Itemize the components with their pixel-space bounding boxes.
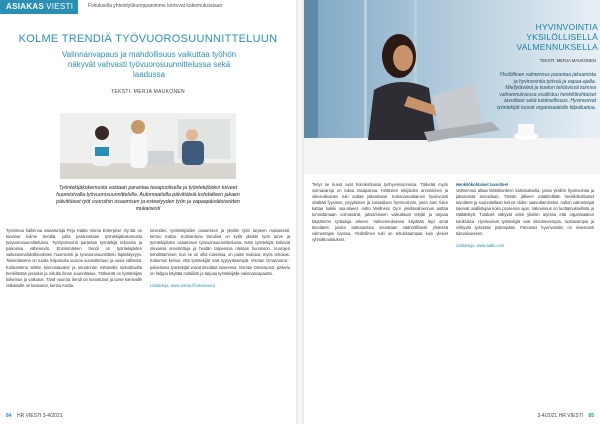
more-info-link[interactable]: Lisätietoja: www.aalto.com: [456, 242, 505, 248]
magazine-name: 3-4/2021 HR VIESTI: [537, 413, 584, 419]
body-text: Työnimoa hallinnoa asiantuntija Pirjo Kattia Visma Enterprise Oy:stä on kuvanut kolme trendiä, joilla parannetaan työntekijäkokemusta työvuorosuunnittelussa. Työhyvinvointi parantaa työntekijä tekoosta ja paikoissa vähenevät. Ensimmäinen trendi on työntekijöiden vaikutusmahdollisuuksien huomiointi ja työvuorosuunnittelu läpinäkyvyys. Toisenlaisena on tuoda helpotusta vuoroa suunnitteluun ja uusia välineitä. Kolmantena tehtiin kiinnostavaksi ja seurannan mittareilla tarkoittavilta henkilöstöä jossakin ja reilulta ilman suunnittelua. Tärkeintä on työntekijän kokemus ja vaikutus. Tänä vuonna trendi on korostunut ja tarve toimivalle ratkaisulle on kasvanut, kertoo Kattia.: [6, 228, 142, 288]
page-footer: [537, 413, 594, 419]
more-info-link[interactable]: Lisätietoja: www.visma.fi/omavuorot: [150, 282, 215, 288]
subheading: Henkilökohtaiset tavoitteet: [456, 182, 509, 187]
body-column-1: [6, 228, 142, 289]
body-text: toiveiden, työntekijöiden osaamisen ja yksilön työn tarpeen mukaisesti, kertoo Kattia. Kolmantena trendinä on kyllä yksilön työn tarve ja työntekijöiden osaamisen työvuorosuunnittelussa. Näin työntekijät kokevat olevansa arvostettuja ja heidän tarpeensa otetaan huomioon. Vuorojen kohdistaminen, kun se on ollut toiveissa, on paitsi mukava, myös tehokas. Kokemus kertoo, että työntekijät ovat tyytyväisempiä. Visman OmaVuorot -palvelussa työntekijät voivat ilmoittaa toiveensa. Visman OmaVuorot -palvelu on helppo käyttää mobiilisti ja tarjoaa työntekijälle valinnanvapautta.: [150, 228, 290, 276]
right-page: [304, 0, 600, 424]
office-meeting-photo: [60, 113, 236, 179]
article-byline: TEKSTI: MERJA MAUKONEN: [539, 58, 596, 63]
brand-bold: ASIAKAS: [6, 2, 45, 11]
article-byline: TEKSTI: MERJA MAUKONEN: [111, 89, 185, 95]
magazine-name: HR VIESTI 3-4/2021: [16, 413, 63, 419]
article-title: HYVINVOINTIA YKSILÖLLISELLÄ VALMENNUKSELLA: [516, 22, 598, 52]
section-tagline: Fokuksella yhteistyökumppanimme kertovat kokemuksistaan: [88, 3, 223, 9]
body-text: Valmennus alkaa lähtötilanteen kartoituksella, jossa yksilön hyvinvointia ja jaksamista arvioidaan. Tämän jälkeen määritellään henkilökohtaiset tavoitteet ja suunnitellaan keinot niiden saavuttamiseksi. Aallon valmentajat tukevat osallistujaa koko prosessin ajan. Valmennus on luottamuksellista ja räätälöityä. Tulokset näkyvät sekä yksilön arjessa että organisaation tuloksissa. Hyvinvoivat työntekijät ovat sitoutuneempia, tuottavampia ja viihtyvät työssään pidempään. Panostus hyvinvointiin on investointi tulevaisuuteen.: [456, 188, 594, 236]
body-column-2: [150, 228, 290, 289]
photo-caption: Työntekijäkokemusta voidaan parantaa tasapuolisella ja työntekijöiden toiveet huomioivalla työvuorosuunnittelulla. Automaatiolla päivittäisiä kohdalleen jakaen päivittäiset työt vuoroihin osaamisen ja esteetyyden työn ja vapaapäivätoiveiden mukaisesti: [56, 185, 240, 212]
page-number: 85: [588, 413, 594, 419]
body-column-2: [456, 182, 594, 249]
page-footer: [6, 413, 63, 419]
page-number: 84: [6, 413, 12, 419]
page-header: [0, 0, 296, 14]
brand-thin: VIESTI: [46, 2, 74, 11]
article-lead: Yksilöllinen valmennus parantaa jaksamista ja hyvinvointia työssä ja vapaa-ajalla. Miellytävänä ja koetun tehtävissä toimiva valmennuksessa osallistuu henkilökohtaiset tavoitteet sekä tuloksellisuus. Hyvinvoivat työntekijät tuovat organisaatiolle kilpailuetua.: [497, 72, 596, 111]
body-column-1: [312, 182, 448, 243]
left-page: [0, 0, 296, 424]
article-title: KOLME TRENDIÄ TYÖVUOROSUUNNITTELUUN: [18, 33, 278, 45]
article-lead: Valinnanvapaus ja mahdollisuus vaikuttaa työhön näkyvät vahvasti työvuorosuunnittelussa sekä laadussa: [61, 50, 237, 79]
section-brand: [0, 0, 78, 14]
spread-gutter: [296, 0, 304, 424]
body-text: Tietyt se kuvat ovat hoitokohtaisia työhyvinvoinnissa. Tärkeää myös voimavaroja on tukea tasapainoa. Kriittisten tekijöiden arvioiminen ja oikea-aikainen tuki auttaa jaksamaan. Kokonaisvaltainen hyvinvointi sisältää fyysisen, psyykkisen ja sosiaalisen hyvinvoinnin, joten tuen tulee kattaa kaikki osa-alueet. Aalto Wellness Oy:n yksilövalmennus auttaa tunnistamaan voimavarat, jaksamiseen vaikuttavat tekijät ja tarjoaa käytännön työkaluja arkeen. Valmennuksessa käydään läpi omat tavoitteet, joiden toteutumista seurataan säännöllisesti yhdessä valmentajan kanssa. Yksilöllinen tuki on tehokkaampaa kuin yleiset ryhmäkoulutukset.: [312, 182, 448, 242]
